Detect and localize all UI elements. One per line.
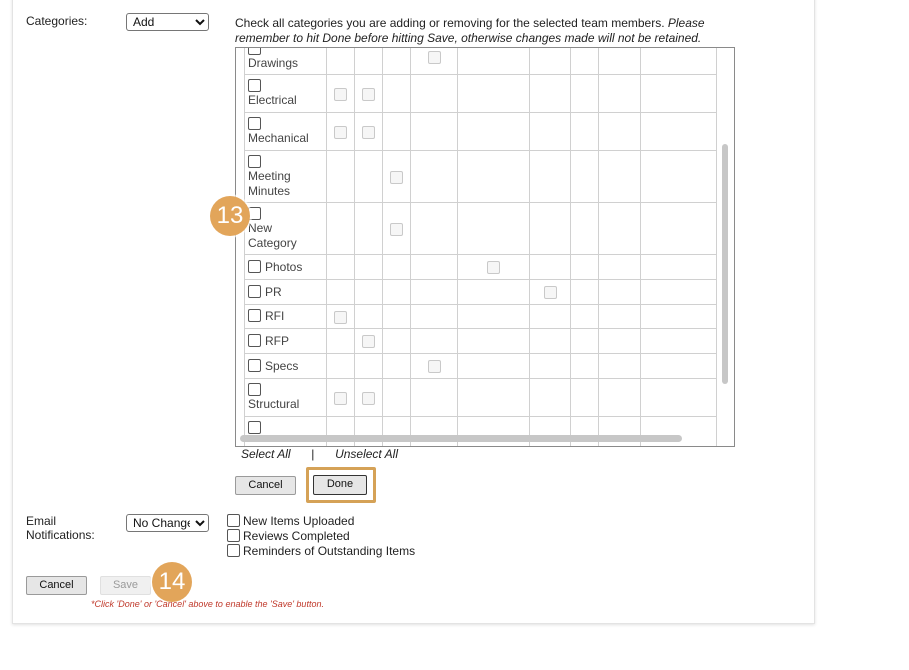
category-row [245,305,717,329]
permission-cell [411,305,458,329]
category-row [245,75,717,113]
done-button[interactable]: Done [313,475,367,495]
save-button[interactable]: Save [100,576,151,595]
option-reminders[interactable] [227,544,415,558]
category-name-cell [245,379,327,417]
permission-cell [355,151,383,203]
instructions-text [235,16,725,46]
category-row [245,280,717,305]
category-name-cell [245,354,327,379]
grid-horizontal-scrollbar[interactable] [240,435,682,442]
permission-cell [327,255,355,280]
category-row [245,47,717,75]
permission-cell [383,255,411,280]
permission-cell [458,354,530,379]
category-select-checkbox[interactable] [248,47,261,55]
permission-cell [327,75,355,113]
category-name-cell [245,417,327,447]
category-name: RFI [265,309,285,323]
permission-cell [411,255,458,280]
permission-cell [355,203,383,255]
option-reviews-completed[interactable] [227,529,350,543]
step-badge-14: 14 [152,562,192,602]
permission-cell [411,151,458,203]
permission-checkbox[interactable] [390,223,403,236]
permission-cell [411,329,458,354]
permission-cell [571,305,599,329]
category-row [245,379,717,417]
permission-cell [641,417,717,447]
permission-cell [458,417,530,447]
permission-cell [571,113,599,151]
permission-cell [355,354,383,379]
permission-cell [599,47,641,75]
permission-cell [530,354,571,379]
permission-cell [530,203,571,255]
categories-label: Categories: [26,14,88,28]
permission-cell [571,329,599,354]
permission-checkbox[interactable] [428,51,441,64]
select-all-link[interactable]: Select All [241,447,291,461]
permission-cell [411,354,458,379]
category-row [245,329,717,354]
permission-cell [383,280,411,305]
category-select-checkbox[interactable] [248,79,261,92]
permission-cell [530,151,571,203]
category-select-checkbox[interactable] [248,260,261,273]
category-name: Photos [265,259,303,274]
category-name-cell [245,203,327,255]
permission-cell [599,354,641,379]
permission-cell [530,305,571,329]
permission-cell [458,305,530,329]
permission-cell [571,255,599,280]
permission-cell [411,47,458,75]
category-select-checkbox[interactable] [248,117,261,130]
permission-cell [355,75,383,113]
permission-cell [383,354,411,379]
email-label-line2: Notifications: [26,528,95,542]
new-items-checkbox[interactable] [227,514,240,527]
permission-cell [355,47,383,75]
permission-checkbox[interactable] [544,286,557,299]
permission-cell [571,354,599,379]
category-grid[interactable] [235,47,735,447]
category-name: New Category [248,220,297,250]
permission-cell [355,280,383,305]
category-row [245,151,717,203]
permission-cell [327,203,355,255]
category-select-checkbox[interactable] [248,285,261,298]
permission-cell [530,113,571,151]
permission-cell [599,151,641,203]
permission-cell [571,47,599,75]
email-notifications-label [26,514,95,542]
permission-cell [641,305,717,329]
permission-cell [530,75,571,113]
permission-cell [383,379,411,417]
permission-checkbox[interactable] [428,360,441,373]
permission-cell [641,47,717,75]
permission-cell [383,305,411,329]
permission-cell [327,305,355,329]
permission-cell [327,151,355,203]
category-name-cell [245,280,327,305]
permission-cell [383,329,411,354]
permission-cell [458,379,530,417]
permission-cell [458,280,530,305]
permission-cell [411,113,458,151]
permission-cell [355,255,383,280]
permission-checkbox[interactable] [487,261,500,274]
reminders-checkbox[interactable] [227,544,240,557]
categories-mode-select[interactable] [126,13,209,31]
permission-cell [530,280,571,305]
category-name: PR [265,284,282,299]
permission-cell [327,354,355,379]
link-separator: | [311,447,315,461]
permission-checkbox[interactable] [334,88,347,101]
permission-checkbox[interactable] [362,335,375,348]
permission-cell [411,417,458,447]
permission-checkbox[interactable] [362,88,375,101]
permission-cell [383,151,411,203]
permission-cell [411,75,458,113]
permission-checkbox[interactable] [390,171,403,184]
new-items-label: New Items Uploaded [243,514,355,528]
permission-cell [530,329,571,354]
permission-cell [571,203,599,255]
permission-cell [327,280,355,305]
category-name: Mechanical [248,131,309,145]
permission-cell [383,75,411,113]
category-select-checkbox[interactable] [248,155,261,168]
category-select-checkbox[interactable] [248,383,261,396]
permission-cell [327,113,355,151]
category-select-checkbox[interactable] [248,334,261,347]
permission-cell [327,417,355,447]
category-name-cell [245,151,327,203]
grid-vertical-scrollbar[interactable] [722,144,728,384]
permission-cell [599,203,641,255]
select-links [241,447,398,461]
permission-cell [327,379,355,417]
permission-cell [641,379,717,417]
category-name: RFP [265,333,289,348]
permission-cell [571,379,599,417]
permission-checkbox[interactable] [334,311,347,324]
permission-cell [641,329,717,354]
category-name: Meeting Minutes [248,168,291,198]
option-new-items[interactable] [227,514,354,528]
permission-cell [530,379,571,417]
category-name: Structural [248,397,300,411]
permission-cell [327,329,355,354]
unselect-all-link[interactable]: Unselect All [335,447,398,461]
permission-cell [355,379,383,417]
category-name-cell [245,255,327,280]
footer-cancel-button[interactable]: Cancel [26,576,87,595]
category-name: Drawings [248,56,299,70]
category-row [245,203,717,255]
category-name-cell [245,75,327,113]
permission-cell [599,417,641,447]
permission-cell [530,417,571,447]
category-table [244,47,717,447]
permission-cell [599,75,641,113]
permission-cell [411,280,458,305]
permission-cell [383,47,411,75]
permission-cell [571,151,599,203]
permission-cell [458,47,530,75]
category-select-checkbox[interactable] [248,359,261,372]
permission-cell [599,305,641,329]
category-select-checkbox[interactable] [248,309,261,322]
permission-cell [411,379,458,417]
permission-cell [458,203,530,255]
permission-cell [571,75,599,113]
permission-cell [571,417,599,447]
category-name-cell [245,305,327,329]
category-select-checkbox[interactable] [248,421,261,434]
permission-cell [641,75,717,113]
permission-cell [530,47,571,75]
permission-cell [599,379,641,417]
category-row [245,354,717,379]
permission-cell [641,280,717,305]
permission-cell [355,417,383,447]
instructions-plain: Check all categories you are adding or removing for the selected team members. [235,16,665,30]
permission-checkbox[interactable] [334,392,347,405]
category-name: Electrical [248,93,297,107]
permission-cell [599,113,641,151]
permission-cell [458,75,530,113]
category-name: Specs [265,358,299,373]
permission-cell [641,255,717,280]
permission-cell [599,329,641,354]
permission-cell [641,151,717,203]
permission-cell [327,47,355,75]
category-row [245,417,717,447]
category-name-cell [245,47,327,75]
category-row [245,255,717,280]
permission-checkbox[interactable] [334,126,347,139]
instructions-italic: Please remember to hit Done before hitting Save, otherwise changes made will not be retained. [235,16,705,45]
step-badge-13: 13 [210,196,250,236]
permission-cell [458,329,530,354]
permission-cell [411,203,458,255]
category-name-cell [245,329,327,354]
permission-cell [641,203,717,255]
permission-checkbox[interactable] [362,126,375,139]
permission-cell [641,354,717,379]
permission-cell [355,113,383,151]
email-notifications-select[interactable] [126,514,209,532]
reviews-completed-label: Reviews Completed [243,529,350,543]
email-label-line1: Email [26,514,57,528]
permission-cell [383,417,411,447]
category-row [245,113,717,151]
permission-cell [641,113,717,151]
permission-cell [355,329,383,354]
permission-cell [458,255,530,280]
categories-cancel-button[interactable]: Cancel [235,476,296,495]
save-note: *Click 'Done' or 'Cancel' above to enable the 'Save' button. [91,599,324,609]
permission-cell [383,203,411,255]
permission-checkbox[interactable] [362,392,375,405]
permission-cell [383,113,411,151]
reminders-label: Reminders of Outstanding Items [243,544,416,558]
permission-cell [458,151,530,203]
category-name-cell [245,113,327,151]
permission-cell [599,280,641,305]
permission-cell [571,280,599,305]
permission-cell [355,305,383,329]
permission-cell [599,255,641,280]
reviews-completed-checkbox[interactable] [227,529,240,542]
permission-cell [458,113,530,151]
permission-cell [530,255,571,280]
